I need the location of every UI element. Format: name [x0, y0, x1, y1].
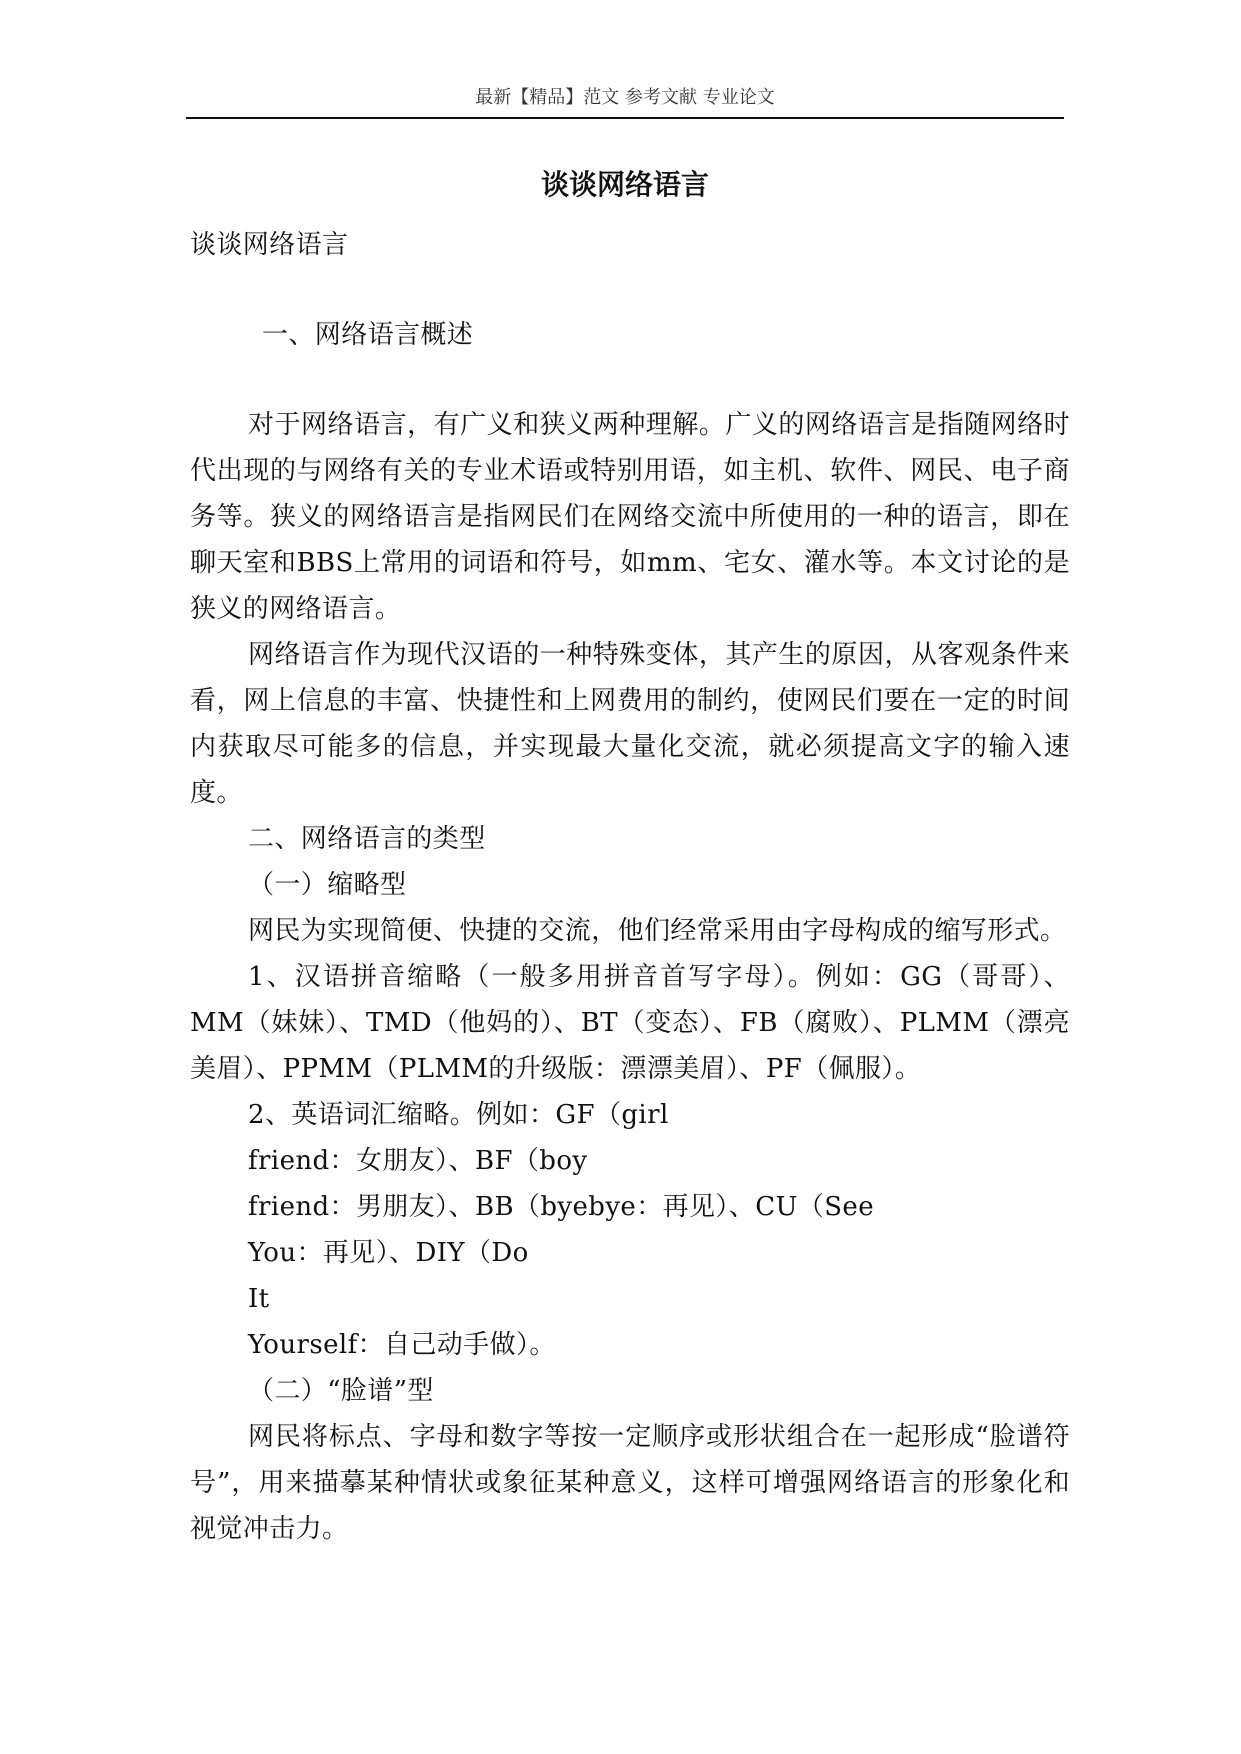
paragraph-line: 2、英语词汇缩略。例如：GF（girl — [248, 1100, 669, 1130]
section-heading-types: 二、网络语言的类型 — [248, 824, 486, 854]
paragraph: 网民为实现简便、快捷的交流，他们经常采用由字母构成的缩写形式。 — [248, 916, 1067, 946]
subsection-heading: （一）缩略型 — [248, 870, 407, 900]
paragraph-line: It — [248, 1284, 270, 1314]
document-title: 谈谈网络语言 — [540, 168, 709, 201]
subtitle: 谈谈网络语言 — [190, 230, 349, 260]
subsection-heading: （二）“脸谱”型 — [248, 1376, 434, 1406]
document-body — [190, 222, 1070, 1552]
paragraph: 网民将标点、字母和数字等按一定顺序或形状组合在一起形成“脸谱符号”，用来描摹某种情状或象征某种意义，这样可增强网络语言的形象化和视觉冲击力。 — [190, 1422, 1070, 1544]
paragraph: 对于网络语言，有广义和狭义两种理解。广义的网络语言是指随网络时代出现的与网络有关的专业术语或特别用语，如主机、软件、网民、电子商务等。狭义的网络语言是指网民们在网络交流中所使用的一种的语言，即在聊天室和BBS上常用的词语和符号，如mm、宅女、灌水等。本文讨论的是狭义的网络语言。 — [190, 410, 1070, 624]
paragraph: 1、汉语拼音缩略（一般多用拼音首写字母）。例如：GG（哥哥）、MM（妹妹）、TMD（他妈的）、BT（变态）、FB（腐败）、PLMM（漂亮美眉）、PPMM（PLMM的升级版：漂漂美眉）、PF（佩服）。 — [190, 962, 1070, 1084]
header-divider — [186, 117, 1064, 119]
paragraph-line: Yourself：自己动手做）。 — [248, 1330, 556, 1360]
paragraph-line: friend：女朋友）、BF（boy — [248, 1146, 588, 1176]
paragraph-line: You：再见）、DIY（Do — [248, 1238, 529, 1268]
page-header: 最新【精品】范文 参考文献 专业论文 — [475, 87, 775, 108]
paragraph: 网络语言作为现代汉语的一种特殊变体，其产生的原因，从客观条件来看，网上信息的丰富、快捷性和上网费用的制约，使网民们要在一定的时间内获取尽可能多的信息，并实现最大量化交流，就必须提高文字的输入速度。 — [190, 640, 1070, 808]
paragraph-line: friend：男朋友）、BB（byebye：再见）、CU（See — [248, 1192, 874, 1222]
section-heading-overview: 一、网络语言概述 — [262, 320, 474, 350]
